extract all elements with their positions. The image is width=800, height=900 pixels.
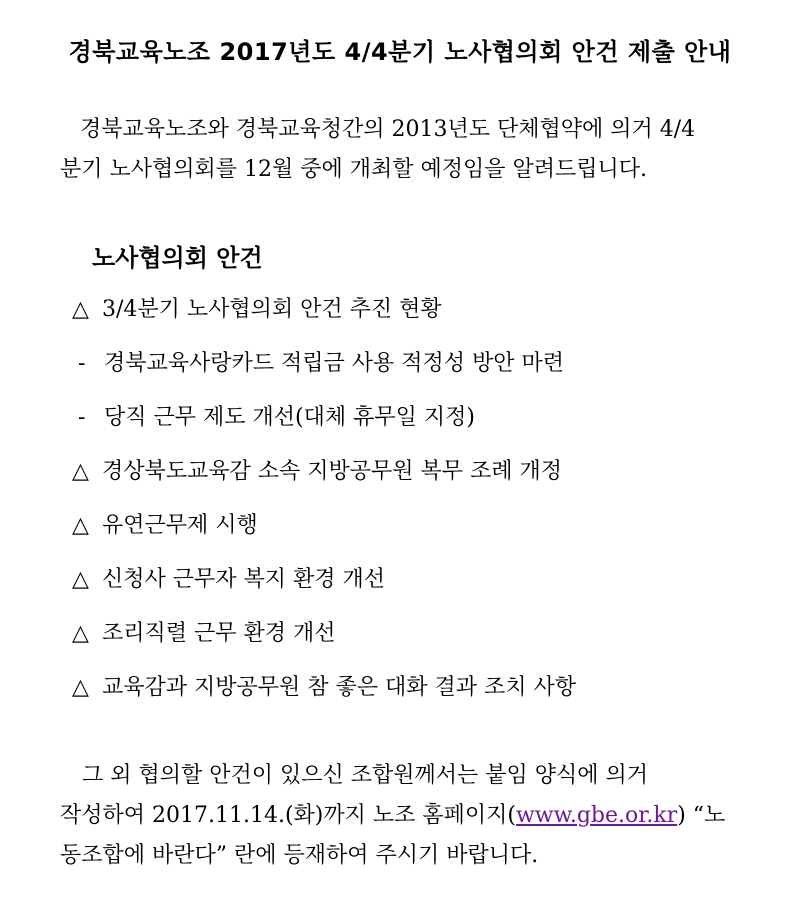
intro-paragraph bbox=[60, 110, 760, 190]
agenda-item-text: 교육감과 지방공무원 참 좋은 대화 결과 조치 사항 bbox=[102, 675, 576, 700]
triangle-bullet-icon: △ bbox=[72, 513, 89, 538]
agenda-subitem bbox=[72, 342, 576, 396]
agenda-item bbox=[72, 558, 576, 612]
dash-bullet-icon: - bbox=[78, 351, 86, 376]
closing-line-2-end: ) “노 bbox=[677, 803, 726, 828]
agenda-item bbox=[72, 504, 576, 558]
intro-line-2: 분기 노사협의회를 12월 중에 개최할 예정임을 알려드립니다. bbox=[60, 157, 647, 182]
agenda-item-text: 조리직렬 근무 환경 개선 bbox=[102, 621, 336, 646]
homepage-link[interactable]: www.gbe.or.kr bbox=[515, 803, 678, 828]
agenda-item-text: 유연근무제 시행 bbox=[102, 513, 258, 538]
agenda-item bbox=[72, 666, 576, 720]
closing-paragraph bbox=[60, 756, 760, 876]
agenda-subitem-text: 당직 근무 제도 개선(대체 휴무일 지정) bbox=[104, 405, 475, 430]
closing-line-1: 그 외 협의할 안건이 있으신 조합원께서는 붙임 양식에 의거 bbox=[82, 763, 648, 788]
closing-line-2 bbox=[60, 796, 760, 836]
triangle-bullet-icon: △ bbox=[72, 297, 89, 322]
agenda-list bbox=[72, 288, 576, 720]
section-heading: 노사협의회 안건 bbox=[92, 244, 263, 272]
agenda-item-text: 경상북도교육감 소속 지방공무원 복무 조례 개정 bbox=[102, 459, 563, 484]
agenda-item-text: 3/4분기 노사협의회 안건 추진 현황 bbox=[102, 297, 442, 322]
agenda-subitem bbox=[72, 396, 576, 450]
agenda-item bbox=[72, 288, 576, 342]
triangle-bullet-icon: △ bbox=[72, 675, 89, 700]
triangle-bullet-icon: △ bbox=[72, 567, 89, 592]
agenda-subitem-text: 경북교육사랑카드 적립금 사용 적정성 방안 마련 bbox=[104, 351, 565, 376]
agenda-item bbox=[72, 612, 576, 666]
intro-line-1: 경북교육노조와 경북교육청간의 2013년도 단체협약에 의거 4/4 bbox=[80, 117, 696, 142]
document-title: 경북교육노조 2017년도 4/4분기 노사협의회 안건 제출 안내 bbox=[68, 38, 732, 66]
dash-bullet-icon: - bbox=[78, 405, 86, 430]
agenda-item bbox=[72, 450, 576, 504]
closing-line-2-start: 작성하여 2017.11.14.(화)까지 노조 홈페이지( bbox=[60, 803, 516, 828]
triangle-bullet-icon: △ bbox=[72, 621, 89, 646]
triangle-bullet-icon: △ bbox=[72, 459, 89, 484]
agenda-item-text: 신청사 근무자 복지 환경 개선 bbox=[102, 567, 385, 592]
closing-line-3: 동조합에 바란다” 란에 등재하여 주시기 바랍니다. bbox=[60, 843, 539, 868]
